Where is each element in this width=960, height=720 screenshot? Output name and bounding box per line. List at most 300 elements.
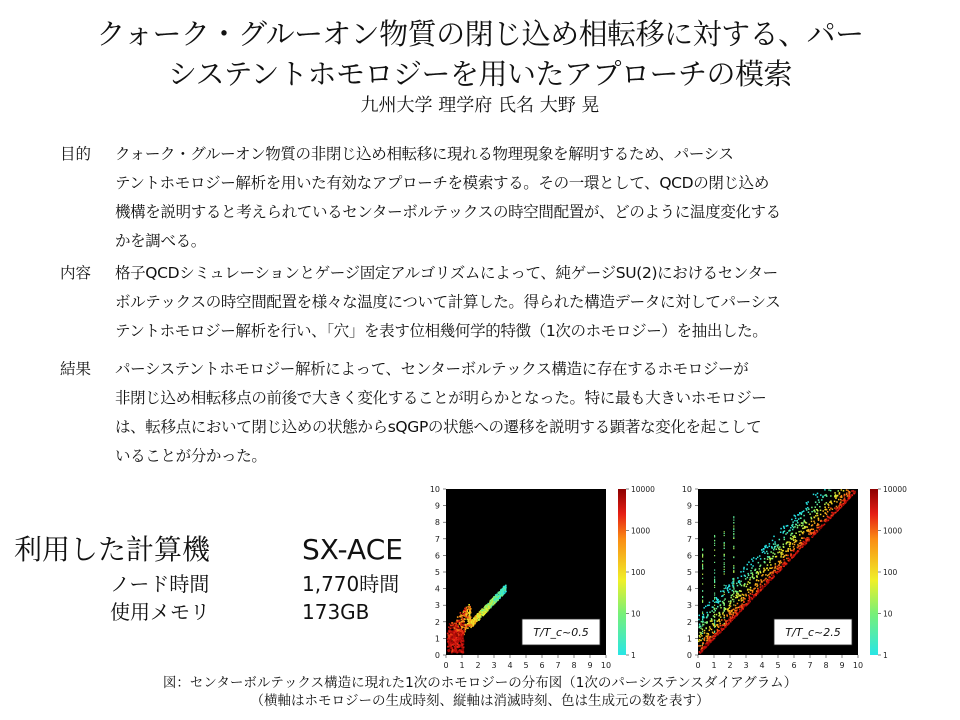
data-point [739,611,741,613]
data-point [493,599,495,601]
data-point [463,611,465,613]
data-point [708,636,710,638]
data-point [757,593,759,595]
data-point [741,606,743,608]
data-point [704,639,706,641]
data-point [468,616,470,618]
data-point [817,515,819,517]
data-point [469,609,471,611]
data-point [461,617,463,619]
data-point [806,538,808,540]
data-point [809,513,811,515]
data-point [462,640,464,642]
data-point [730,621,732,623]
data-point [783,526,785,528]
data-point [793,539,795,541]
y-tick-label: 6 [434,551,440,561]
data-point [761,549,763,551]
data-point [461,643,463,645]
data-point [702,622,703,623]
data-point [454,631,456,633]
data-point [722,601,724,603]
data-point [740,598,742,600]
data-point [740,595,742,597]
data-point [448,650,450,652]
data-point [757,571,759,573]
data-point [779,551,781,553]
data-point [703,614,705,616]
data-point [733,565,734,566]
data-point [470,612,472,614]
data-point [756,572,758,574]
data-point [467,627,469,629]
data-point [731,611,733,613]
data-point [748,595,750,597]
data-point [702,624,703,625]
colorbar-tick-label: 10000 [883,485,907,494]
data-point [767,558,769,560]
data-point [708,638,710,640]
data-point [845,502,847,504]
data-point [456,627,458,629]
data-point [714,622,715,623]
data-point [808,524,810,526]
data-point [724,598,726,600]
data-point [453,650,455,652]
y-tick-label: 0 [686,651,692,660]
data-point [702,574,703,575]
data-point [702,590,703,591]
data-point [703,648,705,650]
x-tick-label: 3 [743,661,749,670]
data-point [810,517,812,519]
data-point [702,638,703,639]
data-point [471,624,473,626]
data-point [447,640,449,642]
data-point [756,586,758,588]
data-point [714,594,715,595]
data-point [828,519,830,521]
data-point [710,636,712,638]
data-point [835,498,837,500]
data-point [712,600,714,602]
data-point [802,511,804,513]
data-point [459,620,461,622]
data-point [724,573,725,574]
data-point [752,560,754,562]
data-point [773,575,775,577]
data-point [724,531,725,532]
data-point [730,617,732,619]
data-point [772,540,774,542]
data-point [707,643,709,645]
data-point [699,624,701,626]
data-point [699,632,701,634]
data-point [762,585,764,587]
data-point [493,598,495,600]
data-point [755,584,757,586]
data-point [716,598,718,600]
data-point [698,619,700,621]
data-point [777,552,779,554]
data-point [451,622,453,624]
data-point [718,612,720,614]
data-point [748,602,750,604]
x-tick-label: 1 [711,661,717,670]
data-point [771,546,773,548]
data-point [733,528,734,529]
data-point [468,624,470,626]
text-line: かを調べる。 [115,232,206,250]
data-point [848,498,850,500]
data-point [790,542,792,544]
data-point [724,619,726,621]
annotation-label: T/T_c~2.5 [785,626,841,639]
data-point [768,556,770,558]
data-point [740,584,742,586]
data-point [714,579,715,580]
data-point [720,632,722,634]
data-point [756,590,758,592]
data-point [743,567,745,569]
colorbar-tick-label: 10 [631,609,641,619]
data-point [698,641,700,643]
data-point [470,608,472,610]
data-point [460,641,462,643]
data-point [489,605,491,607]
data-point [824,509,826,511]
data-point [805,543,807,545]
data-point [699,639,701,641]
data-point [792,536,794,538]
data-point [737,577,739,579]
x-tick-label: 4 [507,661,513,670]
data-point [733,572,734,573]
data-point [461,628,463,630]
data-point [709,626,711,628]
y-tick-label: 3 [686,601,692,611]
data-point [789,546,791,548]
data-point [751,597,753,599]
data-point [782,553,784,555]
node-hours-value: 1,770時間 [302,572,400,596]
data-point [727,609,729,611]
data-point [814,511,816,513]
data-point [733,604,734,605]
data-point [733,548,734,549]
data-point [702,565,703,566]
data-point [762,587,764,589]
data-point [780,531,782,533]
data-point [834,492,836,494]
data-point [738,612,740,614]
data-point [460,616,462,618]
data-point [792,543,794,545]
colorbar-tick-label: 100 [631,568,646,577]
data-point [787,560,789,562]
data-point [706,640,708,642]
persistence-diagram-svg [424,484,660,674]
annotation-label: T/T_c~0.5 [533,626,589,639]
data-point [714,543,715,544]
data-point [778,564,780,566]
data-point [849,491,851,493]
data-point [733,519,734,520]
x-tick-label: 8 [571,661,577,670]
data-point [733,614,735,616]
data-point [714,585,715,586]
data-point [468,604,470,606]
data-point [708,604,710,606]
data-point [478,619,480,621]
data-point [453,639,455,641]
data-point [794,520,796,522]
data-point [801,537,803,539]
data-point [711,619,713,621]
data-point [484,609,486,611]
data-point [467,623,469,625]
text-line: テントホモロジー解析を行い、「穴」を表す位相幾何学的特徴（1次のホモロジー）を抽出した。 [115,322,768,340]
data-point [733,593,734,594]
data-point [853,492,855,494]
data-point [700,645,702,647]
data-point [702,611,703,612]
data-point [465,626,467,628]
data-point [457,637,459,639]
data-point [803,541,805,543]
data-point [473,620,475,622]
data-point [724,600,725,601]
x-tick-label: 9 [839,661,845,670]
page-title [0,14,960,94]
data-point [807,530,809,532]
data-point [727,624,729,626]
data-point [725,623,727,625]
data-point [778,561,780,563]
data-point [458,634,460,636]
data-point [798,518,800,520]
data-point [737,614,739,616]
data-point [711,637,713,639]
data-point [732,590,734,592]
data-point [769,543,771,545]
data-point [841,489,843,491]
data-point [733,609,735,611]
data-point [756,579,758,581]
data-point [501,595,503,597]
text-line: パーシステントホモロジー解析によって、センターボルテックス構造に存在するホモロジーが [115,360,749,378]
data-point [807,539,809,541]
data-point [717,631,719,633]
data-point [764,585,766,587]
data-point [827,511,829,513]
data-point [717,629,719,631]
data-point [800,542,802,544]
computer-name: SX-ACE [302,533,403,566]
data-point [464,627,466,629]
data-point [794,544,796,546]
data-point [768,580,770,582]
data-point [455,641,457,643]
data-point [822,496,824,498]
data-point [733,516,734,517]
data-point [831,512,833,514]
x-tick-label: 10 [852,661,864,670]
persistence-diagram-high-temp [676,484,912,678]
data-point [758,562,760,564]
data-point [784,527,786,529]
colorbar-tick-label: 100 [883,568,898,577]
data-point [830,495,832,497]
data-point [463,622,465,624]
data-point [763,570,765,572]
data-point [800,540,802,542]
data-point [788,557,790,559]
data-point [801,525,803,527]
data-point [448,637,450,639]
data-point [815,506,817,508]
data-point [719,621,721,623]
data-point [740,571,742,573]
data-point [503,586,505,588]
data-point [823,515,825,517]
data-point [764,552,766,554]
data-point [714,597,715,598]
data-point [477,615,479,617]
data-point [498,592,500,594]
data-point [707,638,709,640]
data-point [813,529,815,531]
data-point [824,512,826,514]
x-tick-label: 7 [555,661,561,670]
y-tick-label: 2 [686,617,692,627]
data-point [729,607,731,609]
data-point [458,646,460,648]
data-point [746,586,748,588]
data-point [763,568,765,570]
data-point [706,616,708,618]
data-point [753,577,755,579]
data-point [811,529,813,531]
data-point [818,517,820,519]
data-point [731,614,733,616]
data-point [450,639,452,641]
author-affiliation: 九州大学 理学府 氏名 大野 晃 [360,95,600,116]
data-point [710,620,712,622]
data-point [702,601,703,602]
data-point [822,510,824,512]
data-point [733,585,735,587]
data-point [724,544,725,545]
data-point [732,619,734,621]
data-point [709,630,711,632]
data-point [847,490,849,492]
data-point [790,527,792,529]
data-point [723,628,725,630]
data-point [783,556,785,558]
data-point [702,564,703,565]
data-point [728,601,730,603]
data-point [714,602,715,603]
data-point [461,619,463,621]
data-point [716,608,718,610]
data-point [712,635,714,637]
data-point [798,514,800,516]
data-point [761,575,763,577]
data-point [714,593,715,594]
text-line: 格子QCDシミュレーションとゲージ固定アルゴリズムによって、純ゲージSU(2)におけるセンター [115,264,778,282]
data-point [773,536,775,538]
data-point [467,613,469,615]
data-point [794,526,796,528]
data-point [488,606,490,608]
data-point [733,570,734,571]
data-point [701,621,703,623]
data-point [494,603,496,605]
data-point [736,594,738,596]
y-tick-label: 3 [434,601,440,611]
y-tick-label: 9 [434,501,440,511]
data-point [720,616,722,618]
data-point [783,565,785,567]
data-point [702,631,703,632]
data-point [851,490,853,492]
data-point [813,531,815,533]
data-point [807,507,809,509]
data-point [840,496,842,498]
data-point [724,535,725,536]
data-point [788,548,790,550]
data-point [702,578,703,579]
data-point [718,619,720,621]
data-point [702,600,703,601]
data-point [824,504,826,506]
data-point [830,490,832,492]
data-point [820,510,822,512]
data-point [713,615,715,617]
data-point [811,521,813,523]
data-point [776,573,778,575]
data-point [787,532,789,534]
data-point [724,569,725,570]
data-point [742,607,744,609]
data-point [482,610,484,612]
data-point [826,509,828,511]
data-point [744,575,746,577]
data-point [722,590,724,592]
data-point [775,566,777,568]
colorbar-tick-label: 1 [631,651,636,660]
data-point [702,568,703,569]
y-tick-label: 5 [434,568,440,577]
data-point [808,511,810,513]
data-point [752,590,754,592]
data-point [731,582,733,584]
colorbar-tick-label: 1000 [631,526,651,536]
data-point [752,594,754,596]
data-point [457,620,459,622]
data-point [797,522,799,524]
data-point [760,558,762,560]
data-point [741,605,743,607]
data-point [807,529,809,531]
data-point [814,509,816,511]
data-point [743,601,745,603]
data-point [784,530,786,532]
data-point [817,523,819,525]
data-point [706,612,708,614]
data-point [734,609,736,611]
